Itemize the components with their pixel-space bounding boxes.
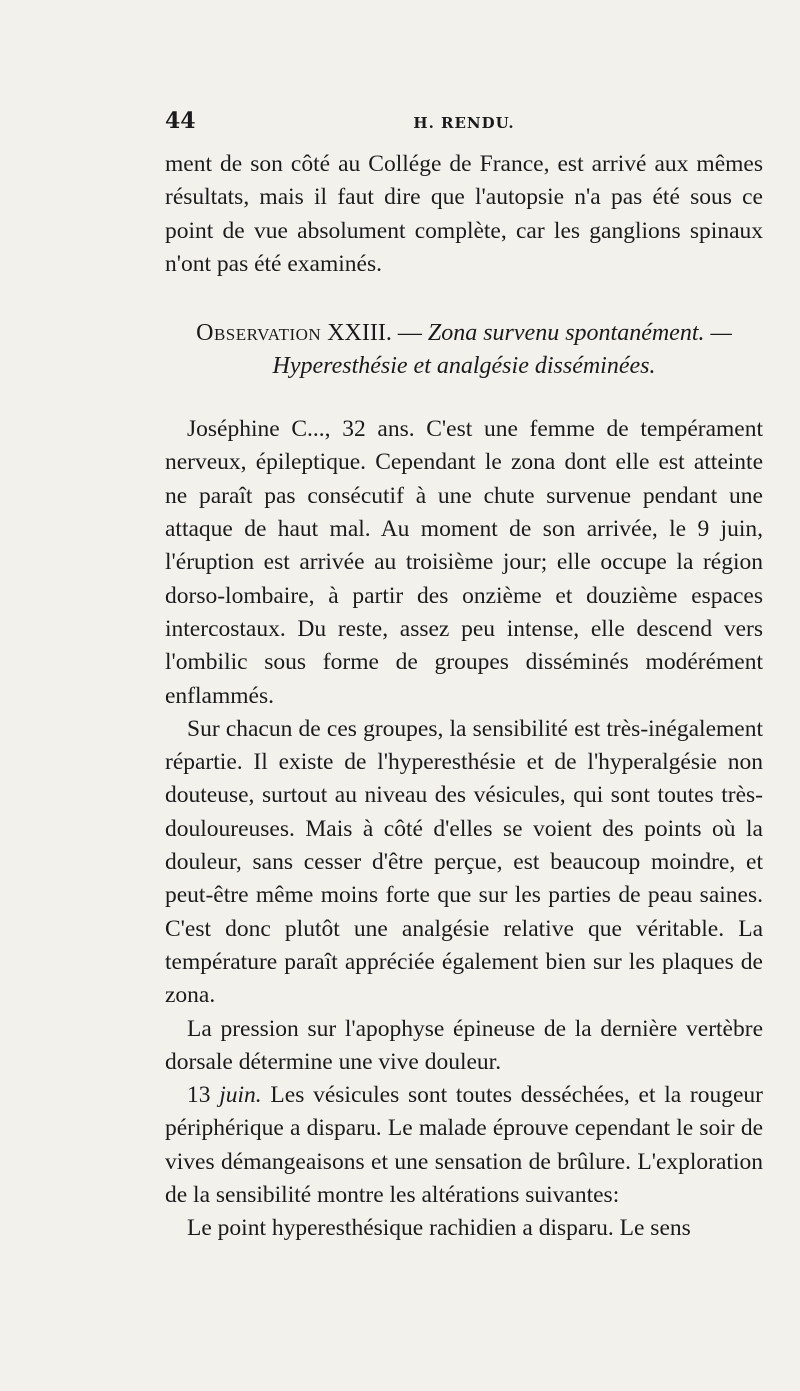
paragraph: Joséphine C..., 32 ans. C'est une femme de tempérament nerveux, épileptique. Cependant le zona dont elle est atteinte ne paraît pas consécutif à une chute survenue pendant une attaque de haut mal. Au moment de son arrivée, le 9 juin, l'éruption est arrivée au troisième jour; elle occupe la région dorso-lombaire, à partir des onzième et douzième espaces intercostaux. Du reste, assez peu intense, elle descend vers l'ombilic sous forme de groupes disséminés modérément enflammés. [165, 416, 763, 709]
date-word: juin. [219, 1082, 262, 1109]
body-text [165, 148, 763, 1246]
page-number: 44 [165, 108, 196, 134]
paragraph-last: Le point hyperesthésique rachidien a disparu. Le sens [187, 1215, 691, 1242]
observation-number: XXIII. [327, 320, 392, 347]
dated-paragraph-text: Les vésicules sont toutes desséchées, et la rougeur périphérique a disparu. Le malade éprouve cependant le soir de vives démangeaisons et une sensation de brûlure. L'exploration de la sensibilité montre les altérations suivantes: [165, 1082, 764, 1209]
dated-paragraph [165, 1079, 763, 1212]
observation-label: Observation [196, 320, 322, 347]
paragraph: Sur chacun de ces groupes, la sensibilité est très-inégalement répartie. Il existe de l'hyperesthésie et de l'hyperalgésie non douteuse, surtout au niveau des vésicules, qui sont toutes très-douloureuses. Mais à côté d'elles se voient des points où la douleur, sans cesser d'être perçue, est beaucoup moindre, et peut-être même moins forte que sur les parties de peau saines. C'est donc plutôt une analgésie relative que véritable. La température paraît appréciée également bien sur les plaques de zona. [165, 715, 763, 1009]
observation-dash: — [391, 320, 428, 347]
paragraph-continuation: ment de son côté au Collége de France, est arrivé aux mêmes résultats, mais il faut dire que l'autopsie n'a pas été sous ce point de vue absolument complète, car les ganglions spinaux n'ont pas été examinés. [165, 151, 763, 277]
paragraph: La pression sur l'apophyse épineuse de la dernière vertèbre dorsale détermine une vive douleur. [165, 1015, 763, 1075]
date-number: 13 [187, 1082, 211, 1109]
observation-title-line2: Hyperesthésie et analgésie disséminées. [272, 353, 656, 380]
page-header [165, 106, 763, 136]
running-head: H. RENDU. [413, 114, 515, 132]
observation-heading [165, 317, 763, 383]
observation-title-line1: Zona survenu spontanément. — [427, 320, 732, 347]
